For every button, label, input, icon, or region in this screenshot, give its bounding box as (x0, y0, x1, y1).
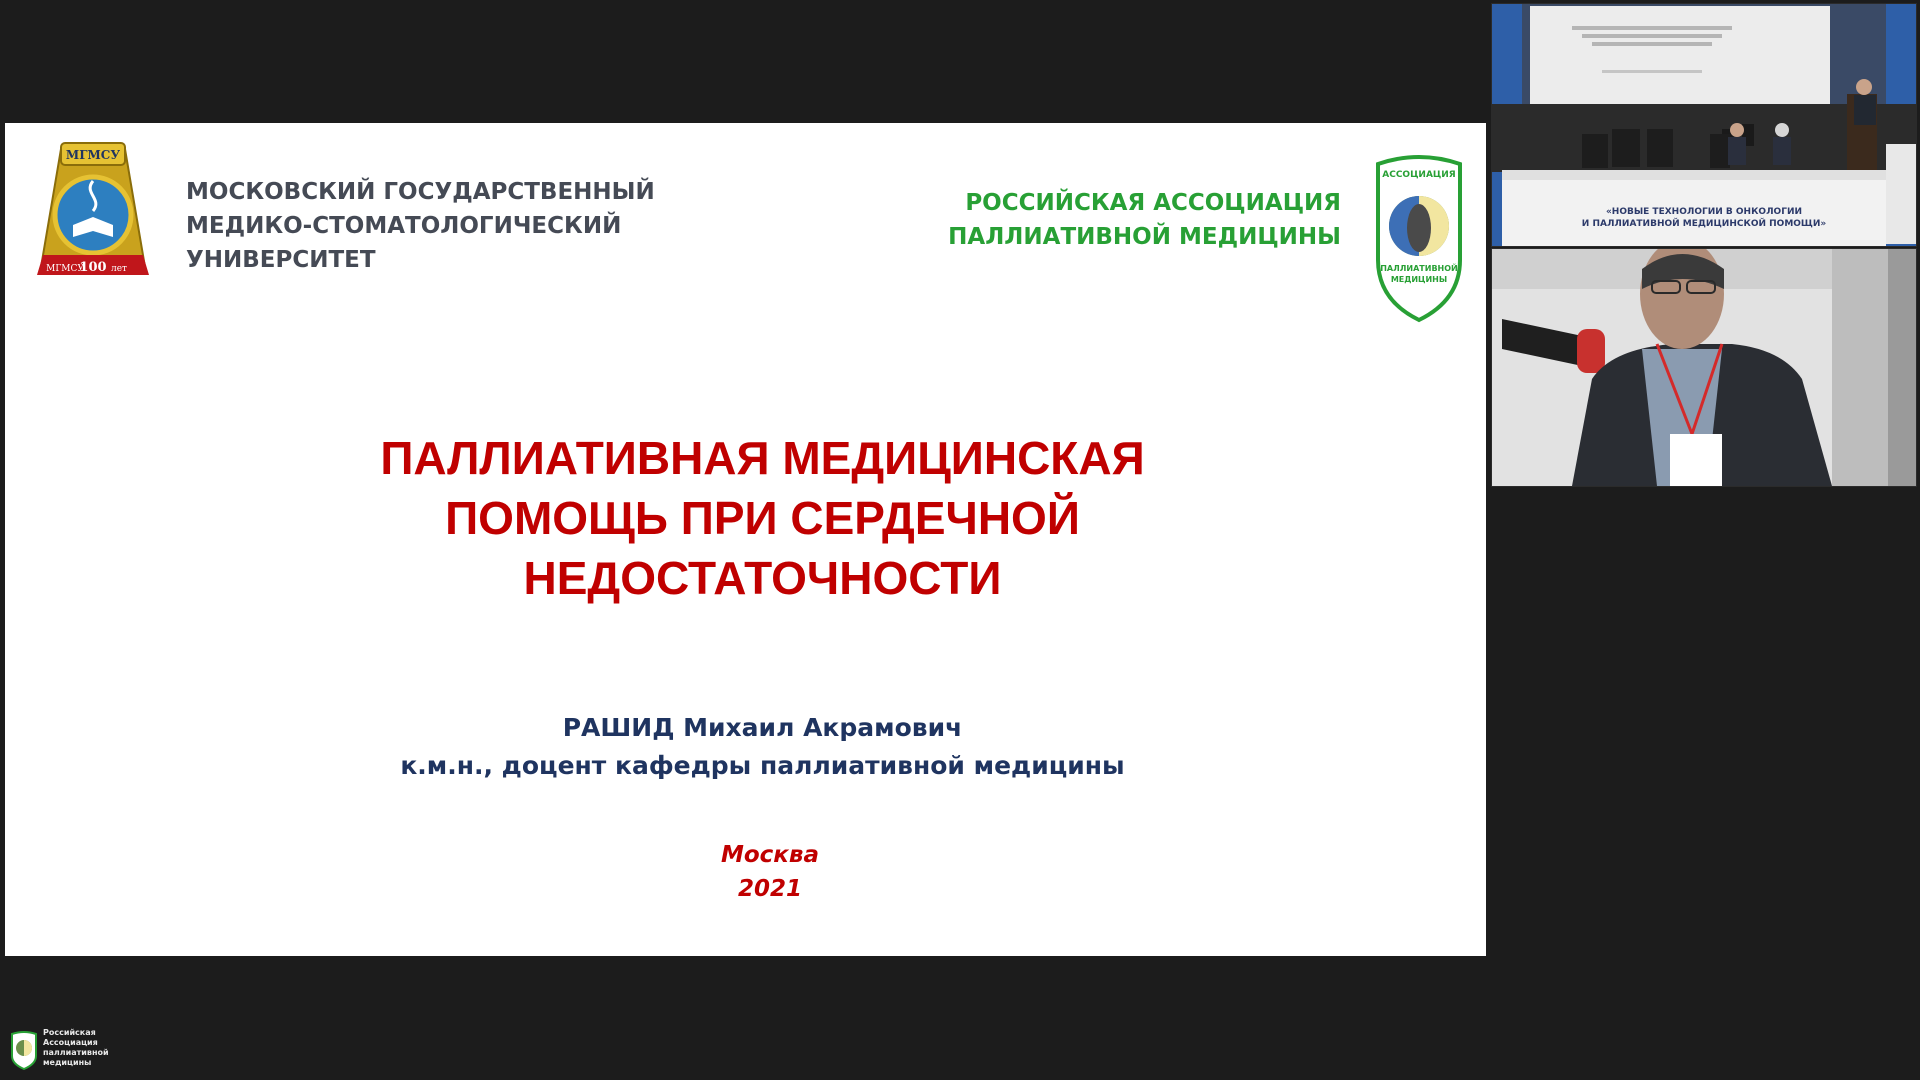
university-logo (31, 137, 155, 287)
assoc-logo-bottom-text: МЕДИЦИНЫ (1390, 275, 1448, 284)
logo-ribbon-text: МГМСУ (46, 264, 84, 274)
logo-years-label: лет (110, 264, 128, 274)
watermark-line: Российская (43, 1028, 96, 1037)
slide-title (5, 428, 1486, 608)
speaker-video[interactable] (1491, 248, 1917, 487)
conference-banner-line: И ПАЛЛИАТИВНОЙ МЕДИЦИНСКОЙ ПОМОЩИ» (1581, 219, 1827, 229)
place-and-year (5, 838, 1486, 906)
assoc-logo-top-text: АССОЦИАЦИЯ (1382, 170, 1456, 180)
association-name (948, 186, 1341, 254)
year: 2021 (737, 876, 802, 902)
author-block (5, 709, 1486, 785)
university-name-line: УНИВЕРСИТЕТ (186, 247, 376, 273)
watermark-line: Ассоциация (43, 1038, 98, 1047)
presentation-slide (5, 123, 1486, 956)
conference-banner-line: «НОВЫЕ ТЕХНОЛОГИИ В ОНКОЛОГИИ (1605, 207, 1803, 217)
slide-title-line: ПАЛЛИАТИВНАЯ МЕДИЦИНСКАЯ (380, 432, 1145, 484)
association-watermark (9, 1028, 119, 1072)
watermark-line: паллиативной (43, 1048, 109, 1057)
association-logo (1370, 150, 1468, 324)
logo-top-text: МГМСУ (65, 148, 121, 162)
university-name-line: МОСКОВСКИЙ ГОСУДАРСТВЕННЫЙ (186, 179, 655, 205)
author-position: к.м.н., доцент кафедры паллиативной медицины (400, 751, 1125, 780)
watermark-text (43, 1028, 109, 1068)
speaker-scene (1492, 249, 1916, 486)
watermark-shield-icon (9, 1030, 39, 1070)
association-name-line: ПАЛЛИАТИВНОЙ МЕДИЦИНЫ (948, 224, 1341, 250)
slide-title-line: НЕДОСТАТОЧНОСТИ (523, 552, 1002, 604)
university-name (186, 175, 655, 277)
conference-hall-video[interactable] (1491, 3, 1917, 247)
city: Москва (720, 842, 819, 868)
watermark-line: медицины (43, 1058, 92, 1067)
author-name: РАШИД Михаил Акрамович (562, 713, 963, 742)
association-name-line: РОССИЙСКАЯ АССОЦИАЦИЯ (965, 190, 1341, 216)
slide-title-line: ПОМОЩЬ ПРИ СЕРДЕЧНОЙ (445, 492, 1080, 544)
university-name-line: МЕДИКО-СТОМАТОЛОГИЧЕСКИЙ (186, 213, 622, 239)
assoc-logo-bottom-text: ПАЛЛИАТИВНОЙ (1380, 264, 1458, 273)
conference-hall-scene (1492, 4, 1916, 246)
logo-years-text: 100 (79, 260, 107, 275)
